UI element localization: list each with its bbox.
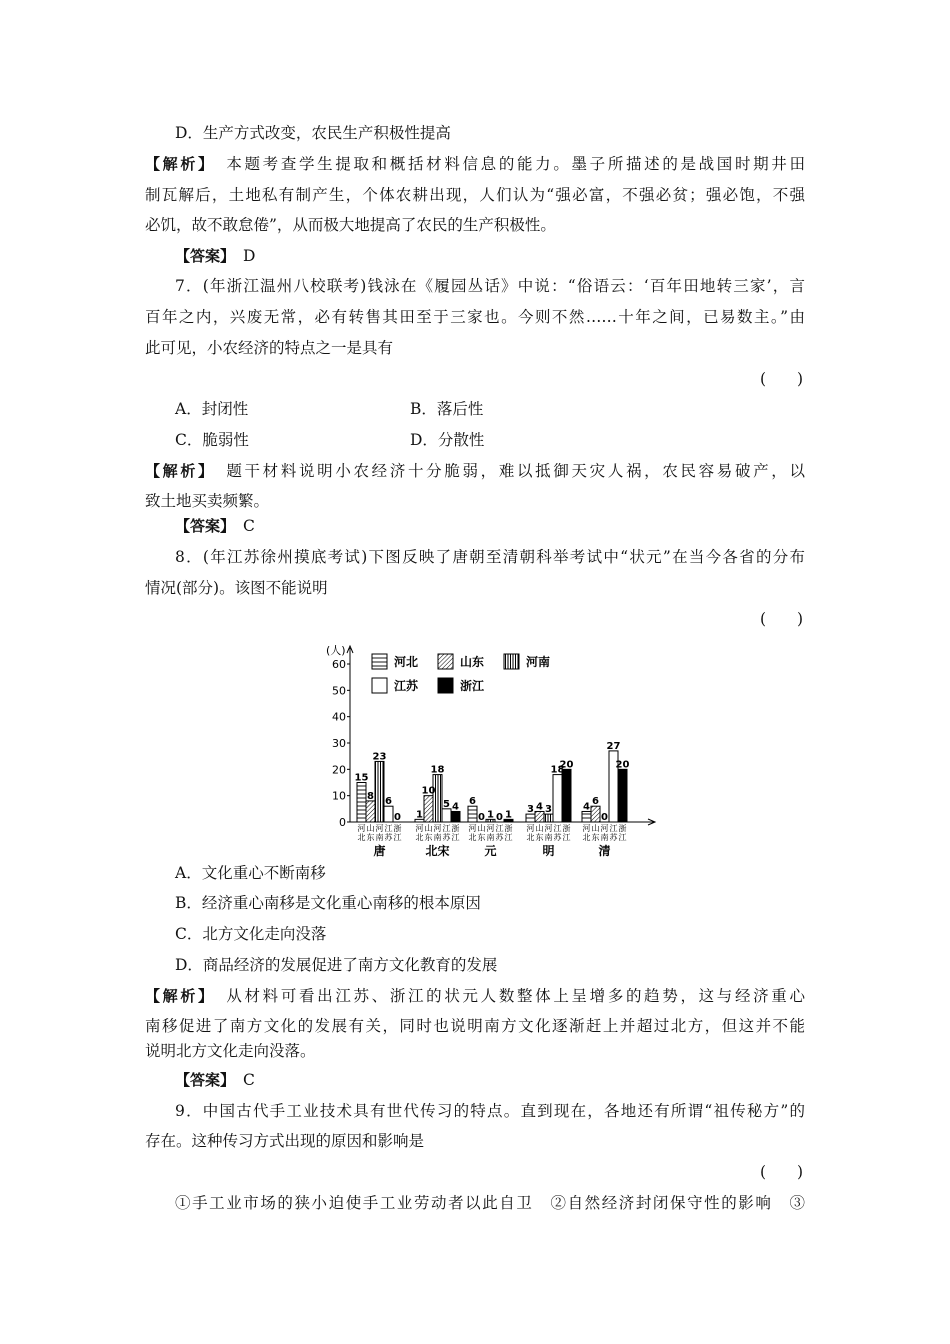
bar-province-label-top: 江 xyxy=(609,824,618,833)
q8-option-a: A．文化重心不断南移 xyxy=(175,864,326,882)
y-axis-unit: (人) xyxy=(326,644,346,657)
answer-tag: 【答案】 xyxy=(175,1071,228,1089)
bar-province-label-top: 江 xyxy=(442,824,451,833)
legend-label: 浙江 xyxy=(460,679,485,693)
bar-value-label: 1 xyxy=(416,809,423,821)
answer-value: D xyxy=(243,247,256,265)
bar-province-label-top: 江 xyxy=(495,824,504,833)
bar-province-label-bottom: 南 xyxy=(600,833,609,842)
q8-stem-line-2: 情况(部分)。该图不能说明 xyxy=(145,579,328,597)
q6-analysis-line-3: 必饥，故不敢怠倦”，从而极大地提高了农民的生产积极性。 xyxy=(145,216,556,234)
q9-items: ①手工业市场的狭小迫使手工业劳动者以此自卫 ②自然经济封闭保守性的影响 ③ xyxy=(175,1194,805,1212)
bar-value-label: 4 xyxy=(536,801,543,813)
analysis-tag: 【解析】 xyxy=(145,462,209,480)
bar xyxy=(591,806,600,822)
answer-tag: 【答案】 xyxy=(175,517,228,535)
q6-analysis-line-2: 制瓦解后，土地私有制产生，个体农耕出现，人们认为“强必富，不强必贫；强必饱，不强 xyxy=(145,186,805,204)
bar-value-label: 23 xyxy=(372,751,387,763)
bar-province-label-top: 山 xyxy=(424,824,433,833)
bar xyxy=(433,775,442,822)
bar-value-label: 15 xyxy=(354,772,369,784)
bar-province-label-bottom: 东 xyxy=(535,833,544,842)
answer-value: C xyxy=(243,517,255,535)
bar-province-label-top: 浙 xyxy=(562,824,571,833)
bar-province-label-top: 河 xyxy=(600,824,609,833)
bar-value-label: 20 xyxy=(559,759,574,771)
y-tick-label: 40 xyxy=(332,710,346,724)
bar-province-label-bottom: 东 xyxy=(477,833,486,842)
y-tick-label: 50 xyxy=(332,684,346,698)
chart-legend xyxy=(372,654,550,693)
zhuangyuan-bar-chart xyxy=(322,640,662,862)
q8-analysis-line-3: 说明北方文化走向没落。 xyxy=(145,1042,316,1060)
bar-province-label-top: 河 xyxy=(415,824,424,833)
category-label: 元 xyxy=(484,844,497,858)
q8-answer-blank: ( ) xyxy=(760,610,804,628)
bar-province-label-top: 河 xyxy=(544,824,553,833)
bar-province-label-bottom: 东 xyxy=(366,833,375,842)
y-tick-label: 30 xyxy=(332,737,346,750)
bar-value-label: 3 xyxy=(545,804,552,816)
bar-province-label-top: 河 xyxy=(468,824,477,833)
bar-province-label-top: 山 xyxy=(535,824,544,833)
legend-swatch xyxy=(372,678,387,693)
bar xyxy=(366,801,375,822)
bar-province-label-bottom: 南 xyxy=(486,833,495,842)
q6-answer xyxy=(175,245,255,267)
analysis-text: 题干材料说明小农经济十分脆弱，难以抵御天灾人祸，农民容易破产，以 xyxy=(226,462,805,480)
q7-option-d: D．分散性 xyxy=(410,431,485,449)
q8-stem-line-1: 8．(年江苏徐州摸底考试)下图反映了唐朝至清朝科举考试中“状元”在当今各省的分布 xyxy=(175,548,805,566)
bar xyxy=(618,769,627,822)
category-label: 清 xyxy=(598,844,611,858)
q7-analysis-line-2: 致土地买卖频繁。 xyxy=(145,492,270,510)
bar-value-label: 18 xyxy=(550,764,565,776)
bar-value-label: 0 xyxy=(478,812,485,823)
bar-province-label-bottom: 江 xyxy=(451,833,460,842)
bar-province-label-bottom: 东 xyxy=(591,833,600,842)
bar-province-label-top: 江 xyxy=(553,824,562,833)
answer-tag: 【答案】 xyxy=(175,247,228,265)
bar-value-label: 0 xyxy=(601,812,608,823)
bar-province-label-top: 江 xyxy=(384,824,393,833)
q7-option-a: A．封闭性 xyxy=(175,400,249,418)
q9-answer-blank: ( ) xyxy=(760,1163,804,1181)
bar-value-label: 4 xyxy=(583,801,590,813)
q6-option-d: D．生产方式改变，农民生产积极性提高 xyxy=(175,124,451,142)
legend-label: 江苏 xyxy=(394,679,419,693)
y-tick-label: 10 xyxy=(332,789,346,803)
q8-answer xyxy=(175,1069,255,1091)
bar-province-label-top: 山 xyxy=(591,824,600,833)
bar-value-label: 6 xyxy=(592,796,599,808)
bar-value-label: 1 xyxy=(505,809,512,821)
legend-swatch xyxy=(438,678,453,693)
bar xyxy=(468,806,477,822)
bar-value-label: 20 xyxy=(615,759,630,771)
bar xyxy=(526,814,535,822)
bar-value-label: 0 xyxy=(394,812,401,823)
bar xyxy=(553,775,562,822)
bar-province-label-bottom: 南 xyxy=(433,833,442,842)
q7-option-b: B．落后性 xyxy=(410,400,484,418)
q7-option-c: C．脆弱性 xyxy=(175,431,249,449)
bar-province-label-bottom: 北 xyxy=(582,833,591,842)
bar-province-label-bottom: 江 xyxy=(618,833,627,842)
analysis-text: 本题考查学生提取和概括材料信息的能力。墨子所描述的是战国时期井田 xyxy=(226,155,805,173)
legend-label: 山东 xyxy=(460,655,485,669)
bar-value-label: 5 xyxy=(443,798,450,810)
bar-province-label-bottom: 东 xyxy=(424,833,433,842)
bar-value-label: 8 xyxy=(367,790,374,802)
q7-stem-line-1: 7．(年浙江温州八校联考)钱泳在《履园丛话》中说：“俗语云：‘百年田地转三家’，言 xyxy=(175,277,805,295)
bar-province-label-bottom: 北 xyxy=(526,833,535,842)
bar-value-label: 4 xyxy=(452,801,459,813)
bar-value-label: 1 xyxy=(487,809,494,821)
bar xyxy=(357,783,366,823)
bar-province-label-top: 浙 xyxy=(393,824,402,833)
bar-value-label: 27 xyxy=(606,740,621,752)
bar-value-label: 18 xyxy=(430,764,445,776)
bar-value-label: 10 xyxy=(421,785,436,797)
bar xyxy=(535,811,544,822)
q8-option-c: C．北方文化走向没落 xyxy=(175,925,327,943)
q8-option-b: B．经济重心南移是文化重心南移的根本原因 xyxy=(175,894,481,912)
bar-value-label: 3 xyxy=(527,804,534,816)
bar-province-label-top: 河 xyxy=(582,824,591,833)
y-tick-label: 60 xyxy=(332,658,346,671)
analysis-tag: 【解析】 xyxy=(145,987,209,1005)
bar-province-label-top: 河 xyxy=(526,824,535,833)
q8-analysis-line-2: 南移促进了南方文化的发展有关，同时也说明南方文化逐渐赶上并超过北方，但这并不能 xyxy=(145,1017,805,1035)
y-tick-label: 20 xyxy=(332,763,346,777)
bar xyxy=(375,761,384,822)
bar-value-label: 6 xyxy=(385,796,392,808)
category-label: 唐 xyxy=(373,844,386,858)
bar xyxy=(562,769,571,822)
q9-stem-line-1: 9．中国古代手工业技术具有世代传习的特点。直到现在，各地还有所谓“祖传秘方”的 xyxy=(175,1102,805,1120)
bar-province-label-top: 河 xyxy=(357,824,366,833)
bar xyxy=(544,814,553,822)
bar-province-label-bottom: 苏 xyxy=(495,833,504,842)
bar-province-label-bottom: 苏 xyxy=(609,833,618,842)
legend-swatch xyxy=(372,654,387,669)
q7-stem-line-3: 此可见，小农经济的特点之一是具有 xyxy=(145,339,394,357)
q8-analysis-line-1 xyxy=(145,985,805,1007)
bar-province-label-top: 河 xyxy=(375,824,384,833)
q7-analysis-line-1 xyxy=(145,460,805,482)
bar-province-label-top: 山 xyxy=(366,824,375,833)
analysis-tag: 【解析】 xyxy=(145,155,209,173)
chart-labels xyxy=(355,741,630,858)
bar-province-label-top: 浙 xyxy=(504,824,513,833)
legend-label: 河北 xyxy=(394,655,419,669)
bar-value-label: 6 xyxy=(469,796,476,808)
bar-province-label-bottom: 江 xyxy=(393,833,402,842)
bar-province-label-bottom: 江 xyxy=(562,833,571,842)
q9-stem-line-2: 存在。这种传习方式出现的原因和影响是 xyxy=(145,1132,425,1150)
q7-answer-blank: ( ) xyxy=(760,370,804,388)
bar-province-label-bottom: 北 xyxy=(415,833,424,842)
bar-province-label-top: 山 xyxy=(477,824,486,833)
bar-province-label-top: 河 xyxy=(486,824,495,833)
bar-value-label: 0 xyxy=(496,812,503,823)
bar-province-label-bottom: 苏 xyxy=(553,833,562,842)
answer-value: C xyxy=(243,1071,255,1089)
bar-province-label-top: 浙 xyxy=(451,824,460,833)
bar xyxy=(424,796,433,822)
legend-label: 河南 xyxy=(526,655,551,669)
bar-province-label-bottom: 北 xyxy=(357,833,366,842)
bar-province-label-bottom: 北 xyxy=(468,833,477,842)
bar-province-label-bottom: 苏 xyxy=(442,833,451,842)
bar-province-label-top: 浙 xyxy=(618,824,627,833)
bar-province-label-top: 河 xyxy=(433,824,442,833)
bar xyxy=(582,811,591,822)
legend-swatch xyxy=(504,654,519,669)
analysis-text: 从材料可看出江苏、浙江的状元人数整体上呈增多的趋势，这与经济重心 xyxy=(226,987,805,1005)
category-label: 明 xyxy=(542,844,555,858)
legend-swatch xyxy=(438,654,453,669)
y-tick-label: 0 xyxy=(339,816,346,829)
q7-stem-line-2: 百年之内，兴废无常，必有转售其田至于三家也。今则不然……十年之间，已易数主。”由 xyxy=(145,308,805,326)
category-label: 北宋 xyxy=(425,844,450,858)
bar xyxy=(384,806,393,822)
bar-province-label-bottom: 江 xyxy=(504,833,513,842)
q8-option-d: D．商品经济的发展促进了南方文化教育的发展 xyxy=(175,956,498,974)
q6-analysis-line-1 xyxy=(145,153,805,175)
bar-province-label-bottom: 南 xyxy=(375,833,384,842)
bar-province-label-bottom: 南 xyxy=(544,833,553,842)
bar xyxy=(442,809,451,822)
bar xyxy=(451,811,460,822)
q7-answer xyxy=(175,515,255,537)
bar-province-label-bottom: 苏 xyxy=(384,833,393,842)
